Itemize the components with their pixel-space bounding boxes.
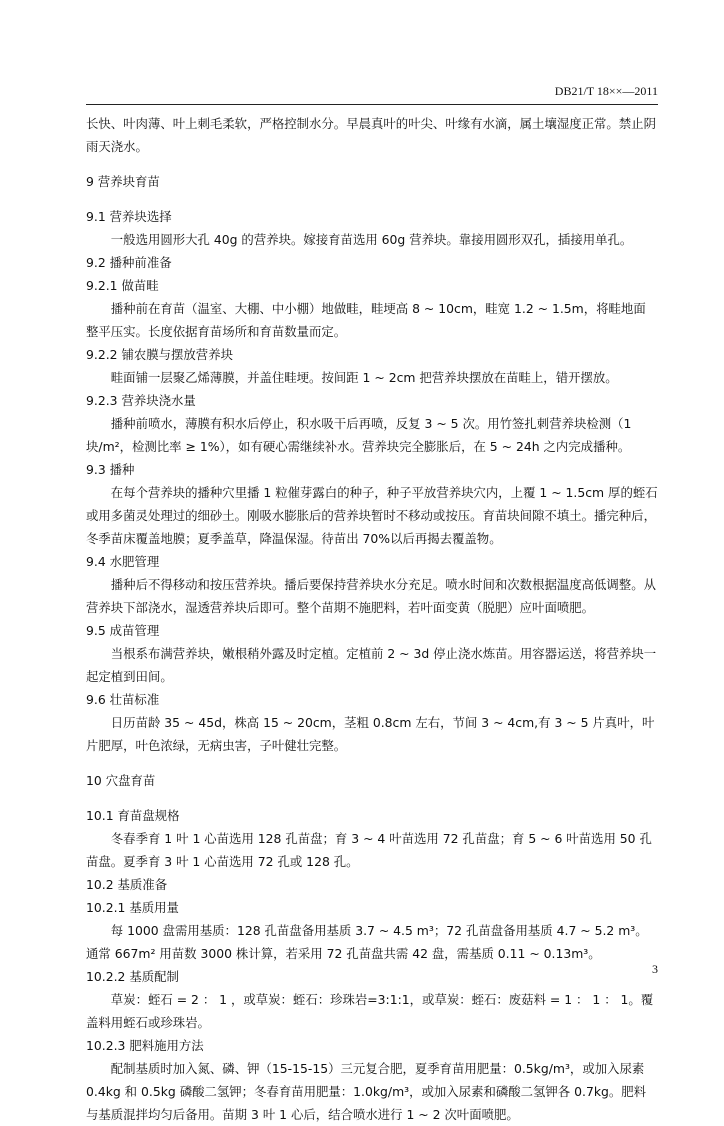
paragraph-10-2-1: 每 1000 盘需用基质：128 孔苗盘备用基质 3.7 ~ 4.5 m³；72 孔苗盘备用基质 4.7 ~ 5.2 m³。通常 667m² 用苗数 3000 株计算，若采用 72 孔苗盘共需 42 盘，需基质 0.11 ~ 0.13m³。	[86, 923, 648, 961]
subheading-9-2-1: 9.2.1 做苗畦	[86, 278, 159, 293]
paragraph-9-4: 播种后不得移动和按压营养块。播后要保持营养块水分充足。喷水时间和次数根据温度高低调整。从营养块下部浇水，湿透营养块后即可。整个苗期不施肥料，若叶面变黄（脱肥）应叶面喷肥。	[86, 577, 656, 615]
paragraph-9-2-2: 畦面铺一层聚乙烯薄膜，并盖住畦埂。按间距 1 ~ 2cm 把营养块摆放在苗畦上，错开摆放。	[110, 370, 618, 385]
paragraph-9-2-1: 播种前在育苗（温室、大棚、中小棚）地做畦，畦埂高 8 ~ 10cm，畦宽 1.2 ~ 1.5m，将畦地面整平压实。长度依据育苗场所和育苗数量而定。	[86, 301, 646, 339]
paragraph-10-2-2: 草炭：蛭石 = 2 ： 1 ，或草炭：蛭石：珍珠岩=3:1:1，或草炭：蛭石：废菇料 = 1 ： 1 ： 1。覆盖料用蛭石或珍珠岩。	[86, 992, 654, 1030]
paragraph-9-6: 日历苗龄 35 ~ 45d，株高 15 ~ 20cm，茎粗 0.8cm 左右，节间 3 ~ 4cm,有 3 ~ 5 片真叶，叶片肥厚，叶色浓绿，无病虫害，子叶健壮完整。	[86, 715, 655, 753]
paragraph-9-5: 当根系布满营养块，嫩根稍外露及时定植。定植前 2 ~ 3d 停止浇水炼苗。用容器运送，将营养块一起定植到田间。	[86, 646, 657, 684]
subheading-9-5: 9.5 成苗管理	[86, 623, 160, 638]
paragraph-9-3: 在每个营养块的播种穴里播 1 粒催芽露白的种子，种子平放营养块穴内，上覆 1 ~ 1.5cm 厚的蛭石或用多菌灵处理过的细砂土。刚吸水膨胀后的营养块暂时不移动或按压。育苗块间隙不填土。播完种后，冬季苗床覆盖地膜；夏季盖草，降温保湿。待苗出 70%以后再揭去覆盖物。	[86, 485, 658, 546]
subheading-10-2-2: 10.2.2 基质配制	[86, 969, 179, 984]
subheading-10-2-1: 10.2.1 基质用量	[86, 900, 179, 915]
page-body	[86, 112, 658, 1126]
paragraph-10-2-3: 配制基质时加入氮、磷、钾（15-15-15）三元复合肥，夏季育苗用肥量：0.5kg/m³，或加入尿素 0.4kg 和 0.5kg 磷酸二氢钾；冬春育苗用肥量：1.0kg/m³，或加入尿素和磷酸二氢钾各 0.7kg。肥料与基质混拌均匀后备用。苗期 3 叶 1 心后，结合喷水进行 1 ~ 2 次叶面喷肥。	[86, 1061, 647, 1122]
subheading-10-2-3: 10.2.3 肥料施用方法	[86, 1038, 204, 1053]
paragraph-9-2-3: 播种前喷水，薄膜有积水后停止，积水吸干后再喷，反复 3 ~ 5 次。用竹签扎刺营养块检测（1 块/m²，检测比率 ≥ 1%），如有硬心需继续补水。营养块完全膨胀后，在 5 ~ 24h 之内完成播种。	[86, 416, 632, 454]
subheading-9-3: 9.3 播种	[86, 462, 135, 477]
subheading-9-2-2: 9.2.2 铺农膜与摆放营养块	[86, 347, 233, 362]
standard-code: DB21/T 18××—2011	[554, 84, 658, 98]
paragraph-9-1: 一般选用圆形大孔 40g 的营养块。嫁接育苗选用 60g 营养块。靠接用圆形双孔，插接用单孔。	[110, 232, 633, 247]
subheading-9-1: 9.1 营养块选择	[86, 209, 172, 224]
subheading-10-2: 10.2 基质准备	[86, 877, 168, 892]
subheading-9-4: 9.4 水肥管理	[86, 554, 160, 569]
section-heading-9: 9 营养块育苗	[86, 174, 160, 189]
section-heading-10: 10 穴盘育苗	[86, 773, 156, 788]
subheading-9-6: 9.6 壮苗标准	[86, 692, 160, 707]
page-number: 3	[652, 962, 658, 976]
subheading-9-2-3: 9.2.3 营养块浇水量	[86, 393, 196, 408]
paragraph-10-1: 冬春季育 1 叶 1 心苗选用 128 孔苗盘；育 3 ~ 4 叶苗选用 72 孔苗盘；育 5 ~ 6 叶苗选用 50 孔苗盘。夏季育 3 叶 1 心苗选用 72 孔或 128 孔。	[86, 831, 652, 869]
subheading-9-2: 9.2 播种前准备	[86, 255, 172, 270]
paragraph-continuation: 长快、叶肉薄、叶上刺毛柔软，严格控制水分。早晨真叶的叶尖、叶缘有水滴，属土壤湿度正常。禁止阴雨天浇水。	[86, 116, 656, 154]
header-divider	[86, 104, 658, 105]
subheading-10-1: 10.1 育苗盘规格	[86, 808, 180, 823]
